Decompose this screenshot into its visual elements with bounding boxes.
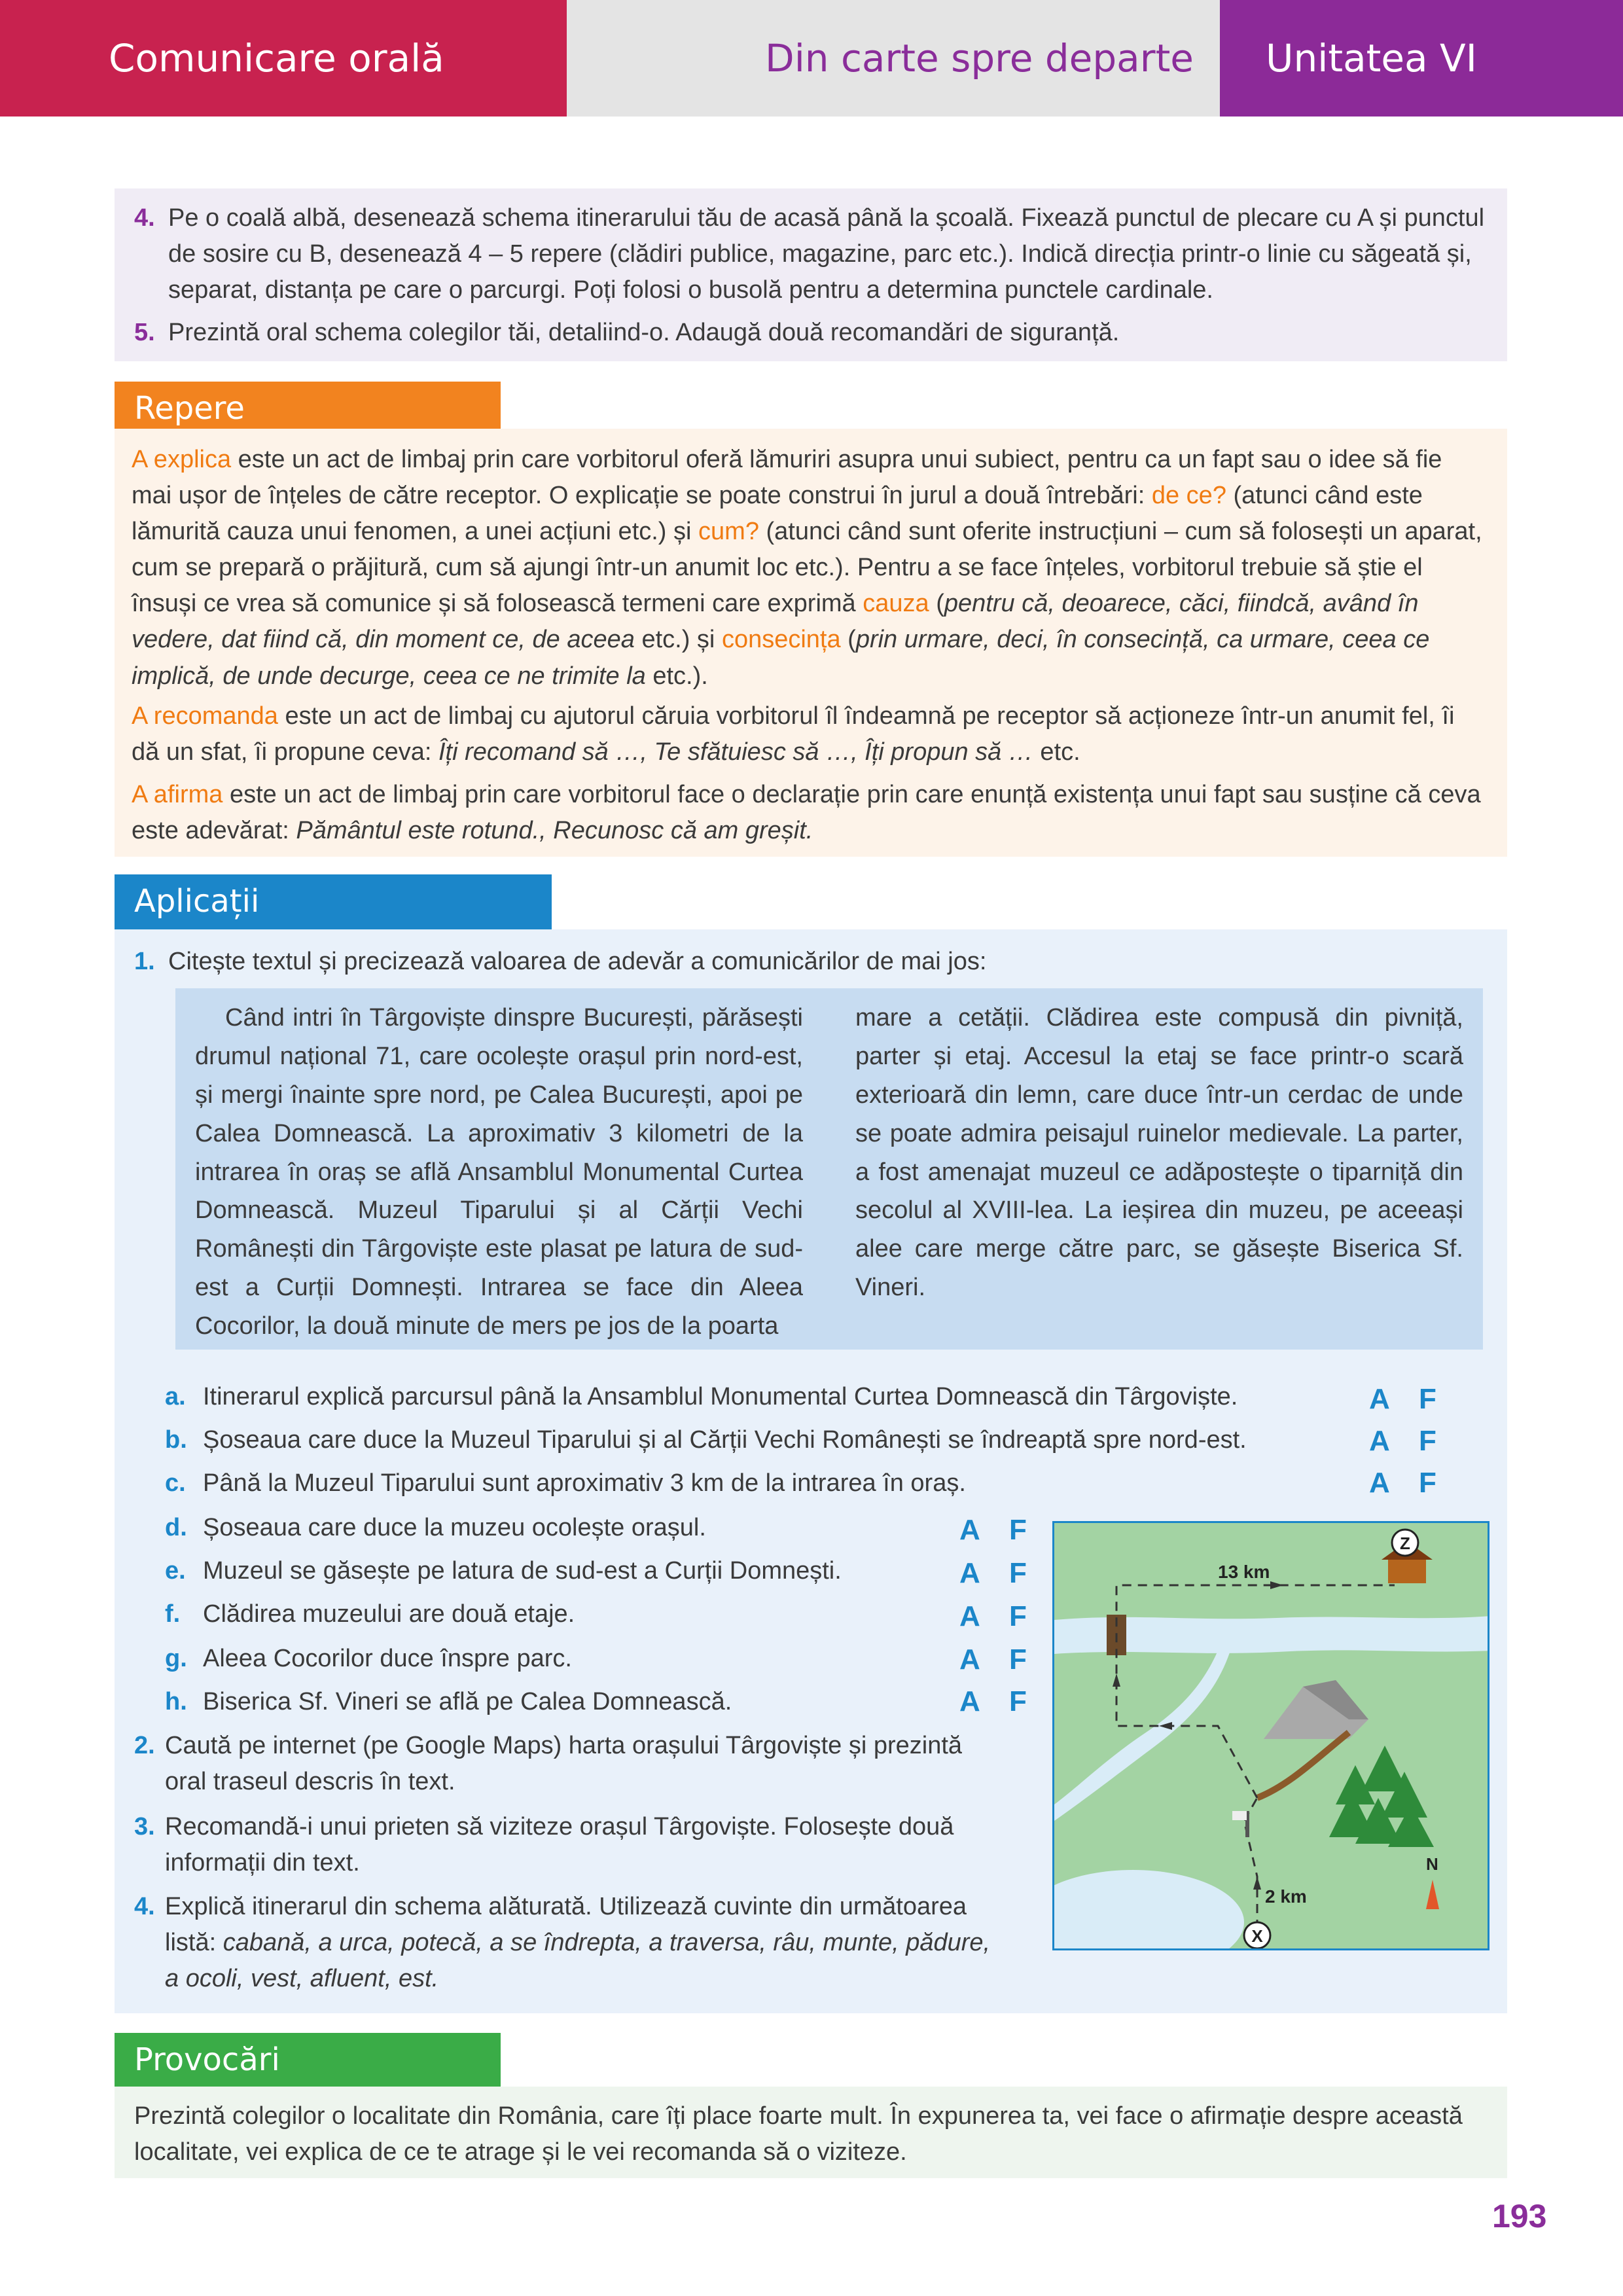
statement-letter: d. — [165, 1514, 187, 1541]
distance-bottom: 2 km — [1265, 1886, 1307, 1907]
task-4-map — [134, 1889, 990, 1997]
provocari-box — [115, 2087, 1507, 2178]
north-label: N — [1426, 1854, 1438, 1874]
term-cauza: cauza — [863, 590, 929, 618]
statement-c — [165, 1467, 966, 1499]
task-1 — [134, 944, 1488, 980]
statement-letter: b. — [165, 1426, 187, 1454]
end-label: Z — [1400, 1534, 1410, 1553]
mountain-trail — [1257, 1732, 1349, 1798]
cause-examples: pentru că, deoarece, căci, fiindcă, având în vedere, dat fiind că, din moment ce, de aceea — [132, 590, 1419, 654]
statement-h — [165, 1686, 732, 1718]
task-line: Caută pe internet (pe Google Maps) harta orașului Târgoviște și prezintă — [165, 1732, 963, 1759]
statement-letter: a. — [165, 1383, 186, 1410]
task-text: Citește textul și precizează valoarea de adevăr a comunicărilor de mai jos: — [168, 948, 987, 975]
statement-letter: c. — [165, 1469, 186, 1497]
map-drawing — [1054, 1523, 1489, 1950]
header-section-right — [1220, 0, 1623, 117]
text-span: (atunci când este lămurită cauza unui fenomen, a unei acțiuni etc.) și — [132, 482, 1423, 546]
true-option[interactable]: A — [1369, 1425, 1390, 1457]
statement-text: Șoseaua care duce la Muzeul Tiparului și al Cărții Vechi Românești se îndreaptă spre nord-est. — [203, 1426, 1247, 1454]
forest — [1329, 1746, 1434, 1847]
text-span: ( — [929, 590, 944, 618]
true-option[interactable]: A — [959, 1557, 980, 1589]
provocari-title: Provocări — [134, 2041, 280, 2079]
task-line: listă: — [165, 1929, 223, 1957]
statement-text: Aleea Cocorilor duce înspre parc. — [203, 1645, 572, 1672]
statement-letter: f. — [165, 1600, 181, 1628]
statement-e — [165, 1555, 842, 1587]
river-tributary — [1054, 1651, 1230, 1821]
header-section-middle — [567, 0, 1220, 117]
true-option[interactable]: A — [1369, 1467, 1390, 1499]
statement-text: Clădirea muzeului are două etaje. — [203, 1600, 575, 1628]
reading-column-1: Când intri în Târgoviște dinspre București, părăsești drumul național 71, care ocolește orașul prin nord-est, și mergi înainte spre nord, pe Calea București, apoi pe Calea Domnească. La aproximativ 3 kilometri de la intrarea în oraș se află Ansamblul Monumental Curtea Domnească. Muzeul Tiparului și al Cărții Vechi Românești din Târgoviște este plasat pe latura de sud-est a Curții Domnești. Intrarea se face din Aleea Cocorilor, la două minute de mers pe jos de la poarta — [195, 1004, 803, 1340]
itinerary-map — [1052, 1521, 1489, 1950]
term-consecinta: consecința — [721, 626, 841, 654]
text-span: (atunci când sunt oferite instrucțiuni – cum să folosești un aparat, cum se prepară o prăjitură, cum să ajungi într-un anumit loc etc.). Pentru a se face înțeles, vorbitorul trebuie să știe el însuși ce vrea să comunice și să folosească termeni care exprimă — [132, 518, 1482, 618]
task-number: 3. — [134, 1813, 155, 1840]
statement-f — [165, 1598, 575, 1630]
false-option[interactable]: F — [1419, 1467, 1436, 1499]
reading-column-2: mare a cetății. Clădirea este compusă din pivniță, parter și etaj. Accesul la etaj se face printr-o scară exterioară din lemn, care duce într-un cerdac de unde se poate admira peisajul ruinelor medievale. La parter, a fost amenajat muzeul ce adăpostește o tiparniță din secolul al XVIII-lea. La ieșirea din muzeu, pe aceeași alee care merge către parc, se găsește Biserica Sf. Vineri. — [855, 1004, 1463, 1302]
provocari-text: Prezintă colegilor o localitate din România, care îți place foarte mult. În expunerea ta, vei face o afirmație despre această localitate, vei explica de ce te atrage și le vei recomanda să o viziteze. — [134, 2102, 1463, 2166]
repere-box — [115, 429, 1507, 857]
recommend-examples: Îți recomand să …, Te sfătuiesc să …, Îți propun să … — [438, 738, 1033, 766]
statement-letter: e. — [165, 1557, 186, 1585]
statement-letter: g. — [165, 1645, 187, 1672]
task-number: 1. — [134, 948, 155, 975]
statement-text: Biserica Sf. Vineri se află pe Calea Domnească. — [203, 1688, 732, 1715]
false-option[interactable]: F — [1419, 1383, 1436, 1415]
true-option[interactable]: A — [959, 1600, 980, 1632]
statement-text: Până la Muzeul Tiparului sunt aproximativ 3 km de la intrarea în oraș. — [203, 1469, 966, 1497]
flag — [1232, 1811, 1247, 1820]
false-option[interactable]: F — [1009, 1643, 1027, 1676]
page-number: 193 — [1492, 2198, 1547, 2234]
false-option[interactable]: F — [1009, 1600, 1027, 1632]
term-afirma: A afirma — [132, 780, 223, 808]
false-option[interactable]: F — [1009, 1514, 1027, 1546]
distance-top: 13 km — [1218, 1562, 1270, 1582]
repere-afirma-paragraph — [132, 777, 1488, 849]
task-3 — [134, 1809, 954, 1881]
true-option[interactable]: A — [959, 1514, 980, 1546]
repere-recomanda-paragraph — [132, 698, 1488, 770]
route-arrow — [1253, 1876, 1261, 1890]
text-span: ( — [840, 626, 856, 654]
section-title: Comunicare orală — [109, 35, 444, 81]
task-line: informații din text. — [165, 1849, 360, 1877]
unit-title: Unitatea VI — [1266, 35, 1477, 81]
true-option[interactable]: A — [1369, 1383, 1390, 1415]
false-option[interactable]: F — [1419, 1425, 1436, 1457]
cabin — [1388, 1557, 1426, 1583]
statement-d — [165, 1512, 706, 1544]
lake — [1054, 1870, 1244, 1950]
text-span: este un act de limbaj prin care vorbitorul face o declarație prin care enunță existența unui fapt sau susține că ceva este adevărat: — [132, 780, 1481, 844]
term-de-ce: de ce? — [1151, 482, 1226, 510]
reading-text-box — [175, 988, 1483, 1350]
start-label: X — [1251, 1926, 1263, 1946]
task-line: Recomandă-i unui prieten să viziteze orașul Târgoviște. Folosește două — [165, 1813, 954, 1840]
statement-g — [165, 1643, 572, 1675]
text-span: este un act de limbaj cu ajutorul căruia vorbitorul îl îndeamnă pe receptor să acționeze într-un anumit fel, îi dă un sfat, îi propune ceva: — [132, 702, 1455, 766]
north-arrow-icon — [1426, 1880, 1439, 1909]
task-text: Prezintă oral schema colegilor tăi, detaliind-o. Adaugă două recomandări de siguranță. — [168, 319, 1120, 347]
task-line: oral traseul descris în text. — [165, 1768, 455, 1796]
aplicatii-title: Aplicații — [134, 883, 260, 920]
statement-letter: h. — [165, 1688, 187, 1715]
affirm-examples: Pământul este rotund., Recunosc că am greșit. — [296, 816, 813, 844]
task-2 — [134, 1728, 962, 1800]
task-4 — [134, 200, 1488, 308]
task-number: 4. — [134, 204, 155, 232]
term-recomanda: A recomanda — [132, 702, 278, 730]
repere-title: Repere — [134, 390, 245, 427]
statement-text: Șoseaua care duce la muzeu ocolește orașul. — [203, 1514, 706, 1541]
route-arrow — [1113, 1674, 1120, 1687]
false-option[interactable]: F — [1009, 1685, 1027, 1717]
provocari-heading — [115, 2033, 501, 2088]
statement-a — [165, 1381, 1238, 1413]
header-section-left — [0, 0, 567, 117]
route-arrow — [1270, 1581, 1283, 1589]
statement-text: Muzeul se găsește pe latura de sud-est a Curții Domnești. — [203, 1557, 842, 1585]
text-span: etc.). — [645, 662, 708, 690]
word-list: cabană, a urca, potecă, a se îndrepta, a traversa, râu, munte, pădure, — [223, 1929, 991, 1957]
true-option[interactable]: A — [959, 1643, 980, 1676]
top-tasks-box — [115, 188, 1507, 361]
statement-text: Itinerarul explică parcursul până la Ansamblul Monumental Curtea Domnească din Târgoviște. — [203, 1383, 1238, 1410]
aplicatii-heading — [115, 874, 552, 929]
repere-explica-paragraph — [132, 442, 1488, 694]
chapter-title: Din carte spre departe — [765, 35, 1194, 81]
term-explica: A explica — [132, 446, 232, 473]
term-cum: cum? — [698, 518, 759, 546]
task-text: Pe o coală albă, desenează schema itinerarului tău de acasă până la școală. Fixează punctul de plecare cu A și punctul de sosire cu B, desenează 4 – 5 repere (clădiri publice, magazine, parc etc.). Indică direcția printr-o linie cu săgeată și, separat, distanța pe care o parcurgi. Poți folosi o busolă pentru a determina punctele cardinale. — [168, 204, 1485, 304]
word-list-end: a ocoli, vest, afluent, est. — [165, 1965, 439, 1993]
task-line: Explică itinerarul din schema alăturată. Utilizează cuvinte din următoarea — [165, 1893, 967, 1920]
true-option[interactable]: A — [959, 1685, 980, 1717]
task-5 — [134, 315, 1488, 351]
task-number: 2. — [134, 1732, 155, 1759]
statement-b — [165, 1424, 1247, 1456]
task-number: 5. — [134, 319, 155, 347]
false-option[interactable]: F — [1009, 1557, 1027, 1589]
text-span: etc.) și — [634, 626, 722, 654]
consequence-examples: prin urmare, deci, în consecință, ca urmare, ceea ce implică, de unde decurge, ceea ce ne trimite la — [132, 626, 1430, 690]
text-span: este un act de limbaj prin care vorbitorul oferă lămuriri asupra unui subiect, pentru ca un fapt sau o idee să fie mai ușor de înțeles de către receptor. O explicație se poate construi în jurul a două întrebări: — [132, 446, 1442, 510]
task-number: 4. — [134, 1893, 155, 1920]
route-segment-2 — [1116, 1585, 1395, 1798]
text-span: etc. — [1033, 738, 1080, 766]
